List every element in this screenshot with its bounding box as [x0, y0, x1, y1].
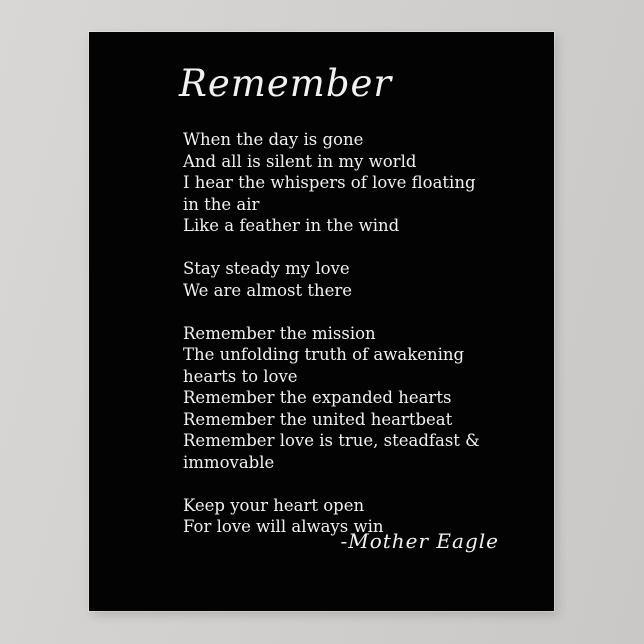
poster [89, 32, 554, 611]
stanza [183, 129, 524, 237]
poem-line: immovable [183, 452, 275, 472]
poem-line: hearts to love [183, 366, 298, 386]
poem [183, 129, 524, 538]
stanza [183, 323, 524, 474]
poem-line: When the day is gone [183, 130, 364, 149]
poem-line: We are almost there [183, 280, 353, 300]
poem-line: Remember the mission [183, 323, 376, 343]
poem-line: Remember the united heartbeat [183, 409, 453, 429]
poem-line: Like a feather in the wind [183, 216, 400, 235]
stanza [183, 258, 524, 301]
poster-title: Remember [179, 62, 393, 105]
poem-line: Keep your heart open [183, 495, 365, 515]
poem-line: Remember love is true, steadfast & [183, 431, 480, 450]
poem-line: Stay steady my love [183, 259, 350, 278]
poem-line: And all is silent in my world [183, 151, 417, 171]
poem-line: For love will always win [183, 517, 384, 536]
poem-line: in the air [183, 194, 260, 214]
signature: -Mother Eagle [340, 529, 499, 553]
poem-line: Remember the expanded hearts [183, 388, 452, 407]
poem-line: The unfolding truth of awakening [183, 345, 465, 364]
poem-line: I hear the whispers of love floating [183, 173, 476, 192]
